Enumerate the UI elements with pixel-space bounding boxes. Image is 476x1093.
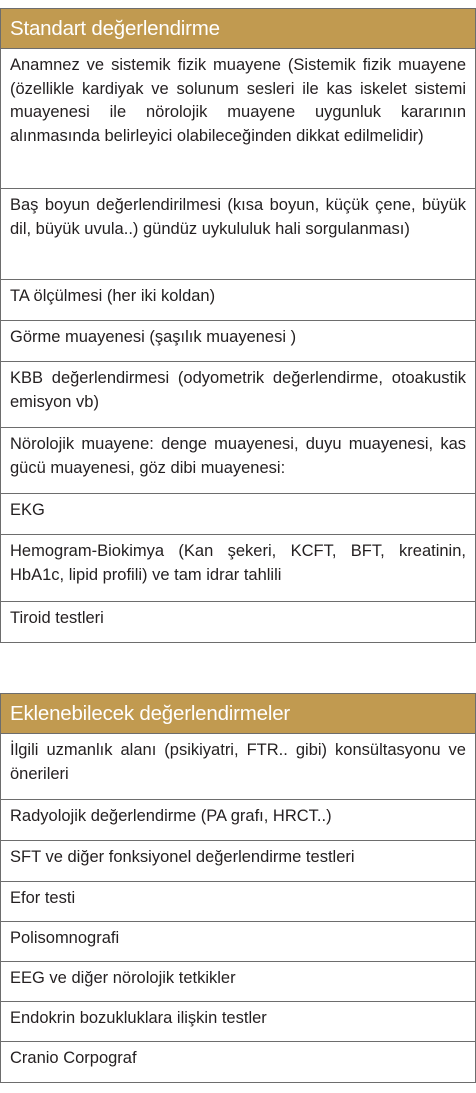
- table-row: Hemogram-Biokimya (Kan şekeri, KCFT, BFT, kreatinin, HbA1c, lipid profili) ve tam idrar tahlili: [0, 534, 476, 602]
- table-row: Görme muayenesi (şaşılık muayenesi ): [0, 320, 476, 362]
- table-row: EKG: [0, 493, 476, 535]
- additional-evaluations-header: Eklenebilecek değerlendirmeler: [0, 693, 476, 733]
- table-row: Efor testi: [0, 881, 476, 922]
- table-row: Cranio Corpograf: [0, 1041, 476, 1083]
- table-row: KBB değerlendirmesi (odyometrik değerlendirme, otoakustik emisyon vb): [0, 361, 476, 428]
- table-row: Radyolojik değerlendirme (PA grafı, HRCT..): [0, 799, 476, 841]
- table-row: Nörolojik muayene: denge muayenesi, duyu muayenesi, kas gücü muayenesi, göz dibi muayenesi:: [0, 427, 476, 494]
- table-row: Baş boyun değerlendirilmesi (kısa boyun, küçük çene, büyük dil, büyük uvula..) gündüz uykululuk hali sorgulanması): [0, 188, 476, 280]
- table-row: Anamnez ve sistemik fizik muayene (Sistemik fizik muayene (özellikle kardiyak ve solunum sesleri ile kas iskelet sistemi muayenesi ile nörolojik muayene uygunluk kararının alınmasında belirleyici olabileceğinden dikkat edilmelidir): [0, 48, 476, 189]
- table-row: SFT ve diğer fonksiyonel değerlendirme testleri: [0, 840, 476, 882]
- table-row: TA ölçülmesi (her iki koldan): [0, 279, 476, 321]
- table-row: Tiroid testleri: [0, 601, 476, 643]
- table-row: Endokrin bozukluklara ilişkin testler: [0, 1001, 476, 1042]
- standard-evaluation-table: [0, 8, 476, 643]
- additional-evaluations-table: [0, 693, 476, 1083]
- table-row: Polisomnografi: [0, 921, 476, 962]
- table-row: İlgili uzmanlık alanı (psikiyatri, FTR.. gibi) konsültasyonu ve önerileri: [0, 733, 476, 800]
- table-row: EEG ve diğer nörolojik tetkikler: [0, 961, 476, 1002]
- standard-evaluation-header: Standart değerlendirme: [0, 8, 476, 48]
